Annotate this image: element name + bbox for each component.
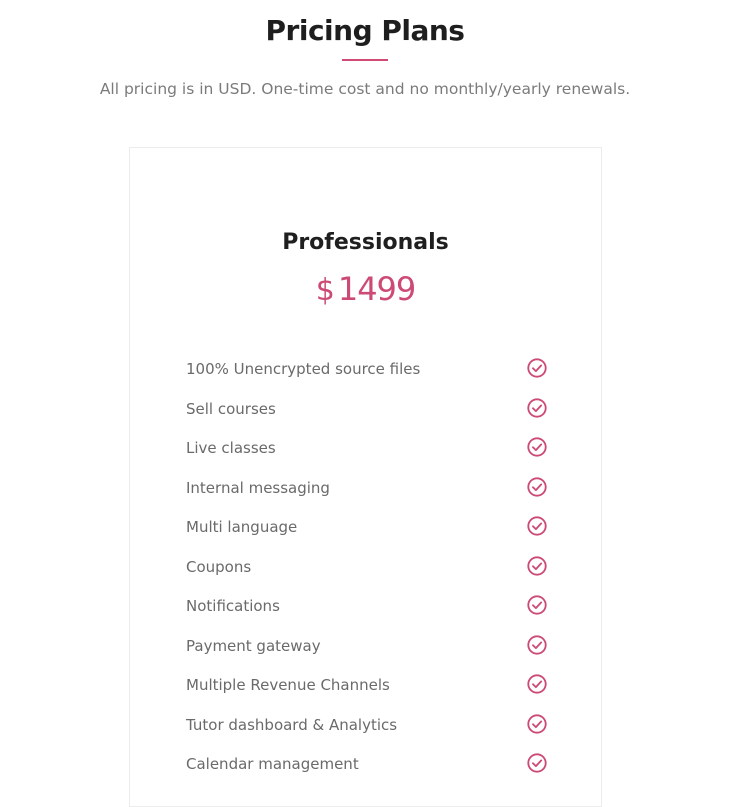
feature-label: Multiple Revenue Channels — [186, 676, 390, 694]
page-title: Pricing Plans — [265, 14, 465, 47]
feature-list — [186, 356, 548, 791]
feature-item — [186, 633, 548, 673]
feature-label: Live classes — [186, 439, 276, 457]
check-circle-icon — [526, 673, 548, 695]
check-circle-icon — [526, 713, 548, 735]
feature-item — [186, 435, 548, 475]
check-circle-icon — [526, 357, 548, 379]
price-currency: $ — [315, 273, 334, 308]
check-circle-icon — [526, 397, 548, 419]
price-amount: 1499 — [337, 270, 416, 308]
page-subtitle: All pricing is in USD. One-time cost and no monthly/yearly renewals. — [99, 80, 631, 98]
feature-label: Notifications — [186, 597, 280, 615]
feature-item — [186, 672, 548, 712]
feature-label: Payment gateway — [186, 636, 321, 655]
check-circle-icon — [526, 634, 548, 656]
feature-label: Tutor dashboard & Analytics — [186, 715, 398, 734]
check-circle-icon — [526, 752, 548, 774]
plan-price — [130, 270, 601, 308]
plan-name: Professionals — [282, 230, 449, 255]
feature-label: Calendar management — [186, 755, 359, 773]
check-circle-icon — [526, 436, 548, 458]
check-circle-icon — [526, 515, 548, 537]
feature-item — [186, 475, 548, 515]
feature-label: Coupons — [186, 557, 252, 576]
feature-label: Multi language — [186, 518, 298, 536]
pricing-card-professionals — [129, 147, 602, 807]
feature-item — [186, 751, 548, 791]
title-underline — [342, 59, 388, 61]
feature-item — [186, 712, 548, 752]
feature-item — [186, 554, 548, 594]
check-circle-icon — [526, 476, 548, 498]
feature-item — [186, 396, 548, 436]
feature-label: 100% Unencrypted source files — [186, 360, 421, 378]
feature-item — [186, 514, 548, 554]
feature-label: Internal messaging — [186, 478, 330, 497]
check-circle-icon — [526, 594, 548, 616]
feature-item — [186, 356, 548, 396]
check-circle-icon — [526, 555, 548, 577]
feature-item — [186, 593, 548, 633]
feature-label: Sell courses — [186, 399, 276, 418]
